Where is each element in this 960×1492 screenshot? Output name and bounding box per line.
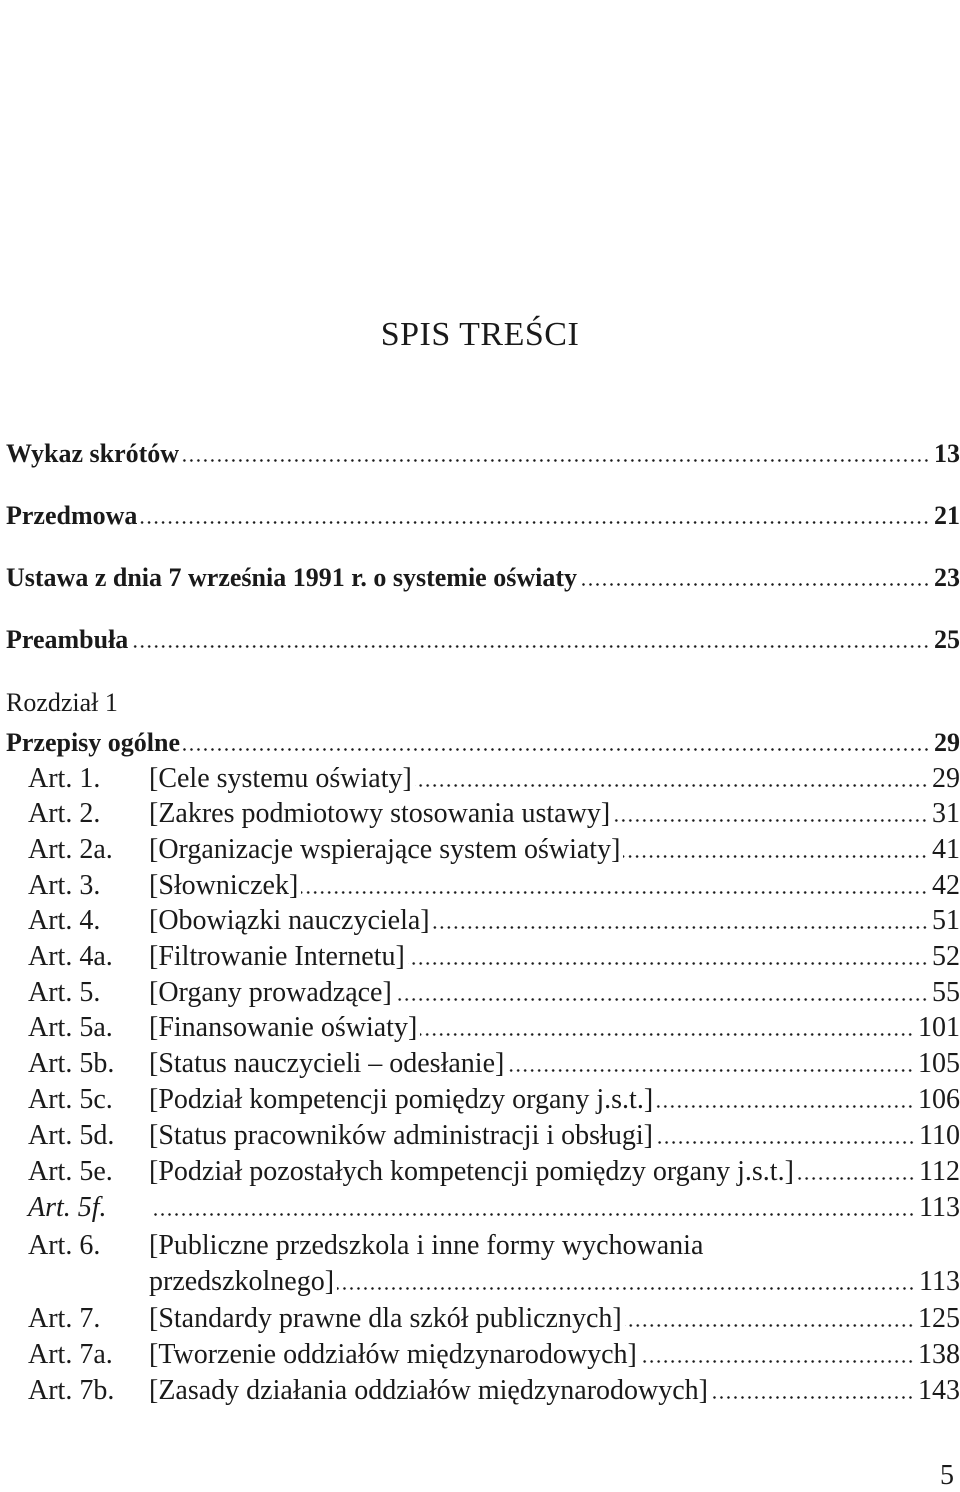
article-number: Art. 7. <box>28 1303 101 1334</box>
toc-entry[interactable] <box>6 499 960 533</box>
dot-leader <box>131 645 930 648</box>
dot-leader <box>415 784 928 787</box>
page-number: 5 <box>940 1460 954 1491</box>
article-title: [Finansowanie oświaty] <box>149 1012 418 1043</box>
toc-entry-page: 13 <box>934 439 960 468</box>
article-page: 101 <box>918 1012 960 1043</box>
article-number: Art. 7a. <box>28 1339 113 1370</box>
toc-entry[interactable] <box>6 561 960 595</box>
toc-entry-text: Przedmowa <box>6 501 138 530</box>
article-entry[interactable] <box>28 869 960 903</box>
article-number: Art. 5. <box>28 977 101 1008</box>
toc-entry-text: Wykaz skrótów <box>6 439 180 468</box>
article-title: [Podział pozostałych kompetencji pomiędzy organy j.s.t.] <box>149 1156 794 1187</box>
article-page: 138 <box>918 1339 960 1370</box>
article-number: Art. 5e. <box>28 1156 113 1187</box>
dot-leader <box>797 1177 915 1180</box>
article-page: 113 <box>919 1266 960 1297</box>
article-entry[interactable] <box>28 1047 960 1081</box>
article-page: 105 <box>918 1048 960 1079</box>
article-page: 52 <box>932 941 960 972</box>
article-entry[interactable] <box>28 976 960 1010</box>
article-number: Art. 5c. <box>28 1084 113 1115</box>
toc-entry-text: Ustawa z dnia 7 września 1991 r. o systemie oświaty <box>6 563 577 592</box>
article-number: Art. 2. <box>28 798 101 829</box>
article-entry[interactable] <box>28 1338 960 1372</box>
article-page: 51 <box>932 905 960 936</box>
article-page: 41 <box>932 834 960 865</box>
toc-entry-page: 23 <box>934 563 960 592</box>
article-entry[interactable] <box>28 1302 960 1336</box>
article-entry[interactable] <box>28 833 960 867</box>
dot-leader <box>337 1287 915 1290</box>
article-entry[interactable] <box>28 1119 960 1153</box>
dot-leader <box>152 1213 915 1216</box>
article-page: 55 <box>932 977 960 1008</box>
dot-leader <box>301 891 928 894</box>
dot-leader <box>656 1105 914 1108</box>
toc-entry[interactable] <box>6 623 960 657</box>
toc-entry-page: 21 <box>934 501 960 530</box>
article-title-continuation: przedszkolnego] <box>149 1266 335 1297</box>
article-title: [Organizacje wspierające system oświaty] <box>149 834 621 865</box>
article-title: [Zasady działania oddziałów międzynarodowych] <box>149 1375 709 1406</box>
dot-leader <box>623 855 928 858</box>
article-number: Art. 5a. <box>28 1012 113 1043</box>
article-title: [Tworzenie oddziałów międzynarodowych] <box>149 1339 637 1370</box>
article-entry[interactable] <box>28 1155 960 1189</box>
dot-leader <box>395 998 928 1001</box>
article-number: Art. 4. <box>28 905 101 936</box>
article-title: [Zakres podmiotowy stosowania ustawy] <box>149 798 611 829</box>
article-title: [Organy prowadzące] <box>149 977 392 1008</box>
article-number: Art. 7b. <box>28 1375 115 1406</box>
article-entry[interactable] <box>28 940 960 974</box>
article-page: 112 <box>919 1156 960 1187</box>
article-page: 125 <box>918 1303 960 1334</box>
toc-entry-text: Preambuła <box>6 625 129 654</box>
article-title: [Standardy prawne dla szkół publicznych] <box>149 1303 622 1334</box>
chapter-entry[interactable] <box>6 726 960 760</box>
dot-leader <box>507 1069 914 1072</box>
article-page: 106 <box>918 1084 960 1115</box>
article-number: Art. 6. <box>28 1230 101 1261</box>
dot-leader <box>433 926 928 929</box>
article-number: Art. 2a. <box>28 834 113 865</box>
dot-leader <box>640 1360 914 1363</box>
article-number: Art. 5f. <box>28 1192 107 1223</box>
article-title: [Status pracowników administracji i obsługi] <box>149 1120 653 1151</box>
dot-leader <box>613 819 928 822</box>
article-title: [Publiczne przedszkola i inne formy wychowania <box>149 1230 704 1261</box>
article-page: 143 <box>918 1375 960 1406</box>
article-entry[interactable] <box>28 904 960 938</box>
article-number: Art. 5d. <box>28 1120 115 1151</box>
chapter-title: Przepisy ogólne <box>6 728 181 757</box>
article-title: [Podział kompetencji pomiędzy organy j.s.t.] <box>149 1084 654 1115</box>
toc-entry[interactable] <box>6 437 960 471</box>
toc-entry-page: 25 <box>934 625 960 654</box>
article-title: [Status nauczycieli – odesłanie] <box>149 1048 505 1079</box>
article-title: [Obowiązki nauczyciela] <box>149 905 430 936</box>
article-entry[interactable] <box>28 797 960 831</box>
article-title: [Słowniczek] <box>149 870 299 901</box>
dot-leader <box>420 1033 914 1036</box>
article-number: Art. 3. <box>28 870 101 901</box>
article-entry[interactable] <box>28 1083 960 1117</box>
article-entry[interactable] <box>28 1374 960 1408</box>
article-entry[interactable] <box>28 1229 960 1263</box>
dot-leader <box>183 748 930 751</box>
dot-leader <box>711 1396 914 1399</box>
article-title: [Filtrowanie Internetu] <box>149 941 405 972</box>
article-page: 31 <box>932 798 960 829</box>
article-page: 42 <box>932 870 960 901</box>
chapter-page: 29 <box>934 728 960 757</box>
dot-leader <box>182 459 930 462</box>
article-page: 29 <box>932 763 960 794</box>
article-number: Art. 1. <box>28 763 101 794</box>
article-number: Art. 5b. <box>28 1048 115 1079</box>
dot-leader <box>580 583 930 586</box>
article-page: 113 <box>919 1192 960 1223</box>
article-entry-continuation[interactable] <box>149 1265 960 1299</box>
article-number: Art. 4a. <box>28 941 113 972</box>
dot-leader <box>625 1324 914 1327</box>
article-page: 110 <box>919 1120 960 1151</box>
page-title: SPIS TREŚCI <box>380 316 580 353</box>
article-entry[interactable] <box>28 1191 960 1225</box>
dot-leader <box>408 962 928 965</box>
chapter-label: Rozdział 1 <box>6 688 118 717</box>
article-entry[interactable] <box>28 1011 960 1045</box>
article-title: [Cele systemu oświaty] <box>149 763 412 794</box>
article-entry[interactable] <box>28 762 960 796</box>
dot-leader <box>140 521 930 524</box>
dot-leader <box>656 1141 915 1144</box>
